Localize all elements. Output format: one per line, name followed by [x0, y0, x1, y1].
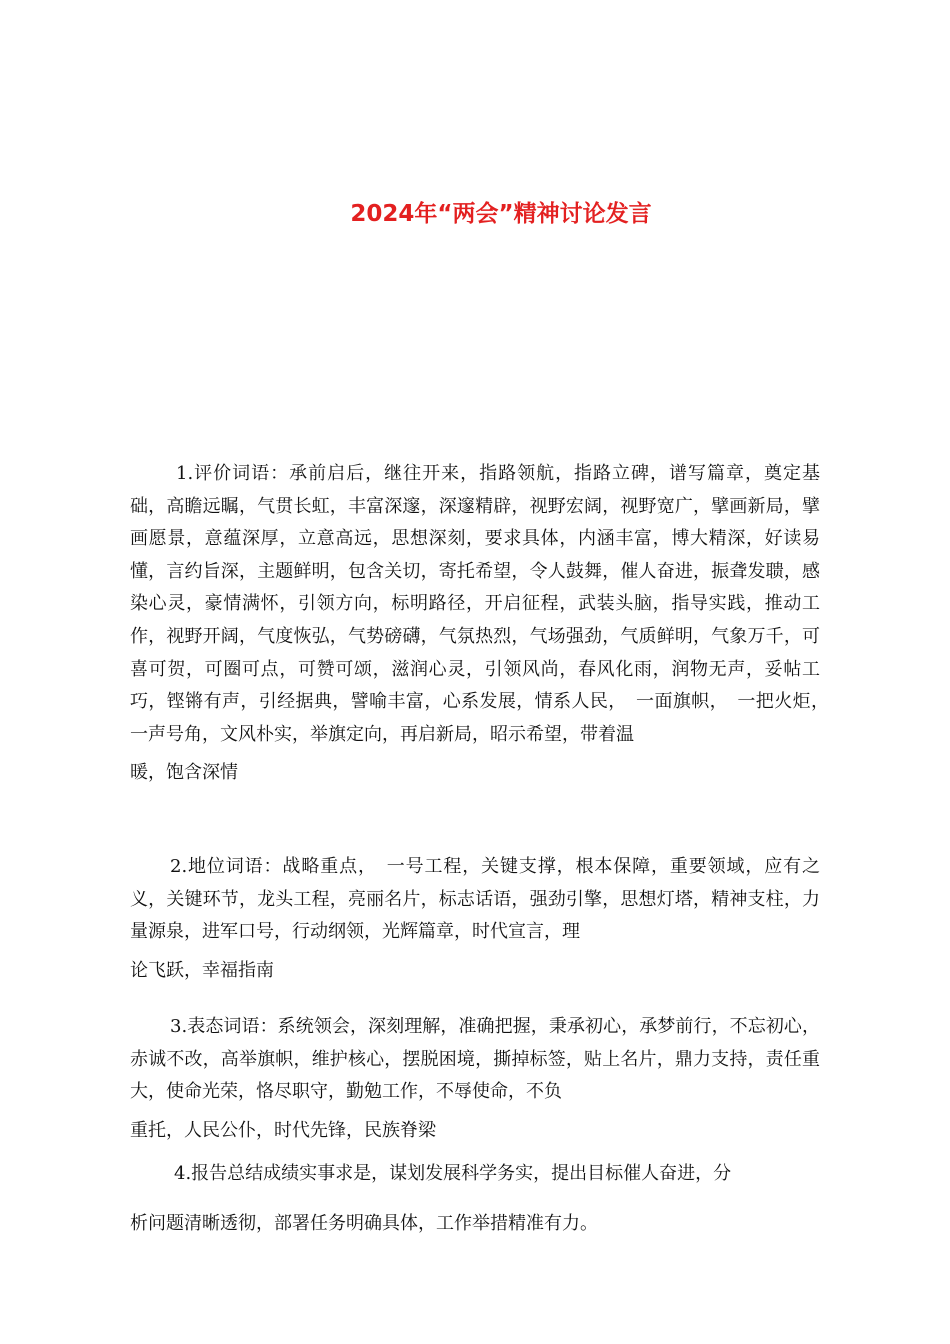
- paragraph-3-tail: 重托，人民公仆，时代先锋，民族脊梁: [130, 1119, 436, 1141]
- paragraph-2-text: 2.地位词语：战略重点， 一号工程，关键支撑，根本保障，重要领域，应有之义，关键环节，龙头工程，亮丽名片，标志话语，强劲引擎，思想灯塔，精神支柱，力量源泉，进军口号，行动纲领，光辉篇章，时代宣言，理: [130, 856, 820, 943]
- document-title: 2024年“两会”精神讨论发言: [350, 201, 652, 227]
- paragraph-2: [130, 851, 820, 987]
- paragraph-4-tail: 析问题清晰透彻，部署任务明确具体，工作举措精准有力。: [130, 1213, 598, 1234]
- paragraph-1-tail: 暖，饱含深情: [130, 762, 238, 784]
- paragraph-1-text: 1.评价词语：承前启后，继往开来，指路领航，指路立碑，谱写篇章，奠定基础，高瞻远瞩，气贯长虹，丰富深邃，深邃精辟，视野宏阔，视野宽广，擘画新局，擘画愿景，意蕴深厚，立意高远，思想深刻，要求具体，内涵丰富，博大精深，好读易懂，言约旨深，主题鲜明，包含关切，寄托希望，令人鼓舞，催人奋进，振聋发聩，感染心灵，豪情满怀，引领方向，标明路径，开启征程，武装头脑，指导实践，推动工作，视野开阔，气度恢弘，气势磅礴，气氛热烈，气场强劲，气质鲜明，气象万千，可喜可贺，可圈可点，可赞可颂，滋润心灵，引领风尚，春风化雨，润物无声，妥帖工巧，铿锵有声，引经据典，譬喻丰富，心系发展，情系人民， 一面旗帜， 一把火炬， 一声号角，文风朴实，举旗定向，再启新局，昭示希望，带着温: [130, 463, 838, 745]
- paragraph-3: [130, 1011, 820, 1147]
- paragraph-4-text: 4.报告总结成绩实事求是，谋划发展科学务实，提出目标催人奋进，分: [174, 1163, 732, 1184]
- paragraph-4: [130, 1157, 820, 1241]
- paragraph-3-text: 3.表态词语：系统领会，深刻理解，准确把握，秉承初心，承梦前行，不忘初心，赤诚不改，高举旗帜，维护核心，摆脱困境，撕掉标签，贴上名片，鼎力支持，责任重大，使命光荣，恪尽职守，勤勉工作，不辱使命，不负: [130, 1016, 820, 1103]
- paragraph-2-tail: 论飞跃，幸福指南: [130, 959, 274, 981]
- paragraph-1: [130, 458, 838, 790]
